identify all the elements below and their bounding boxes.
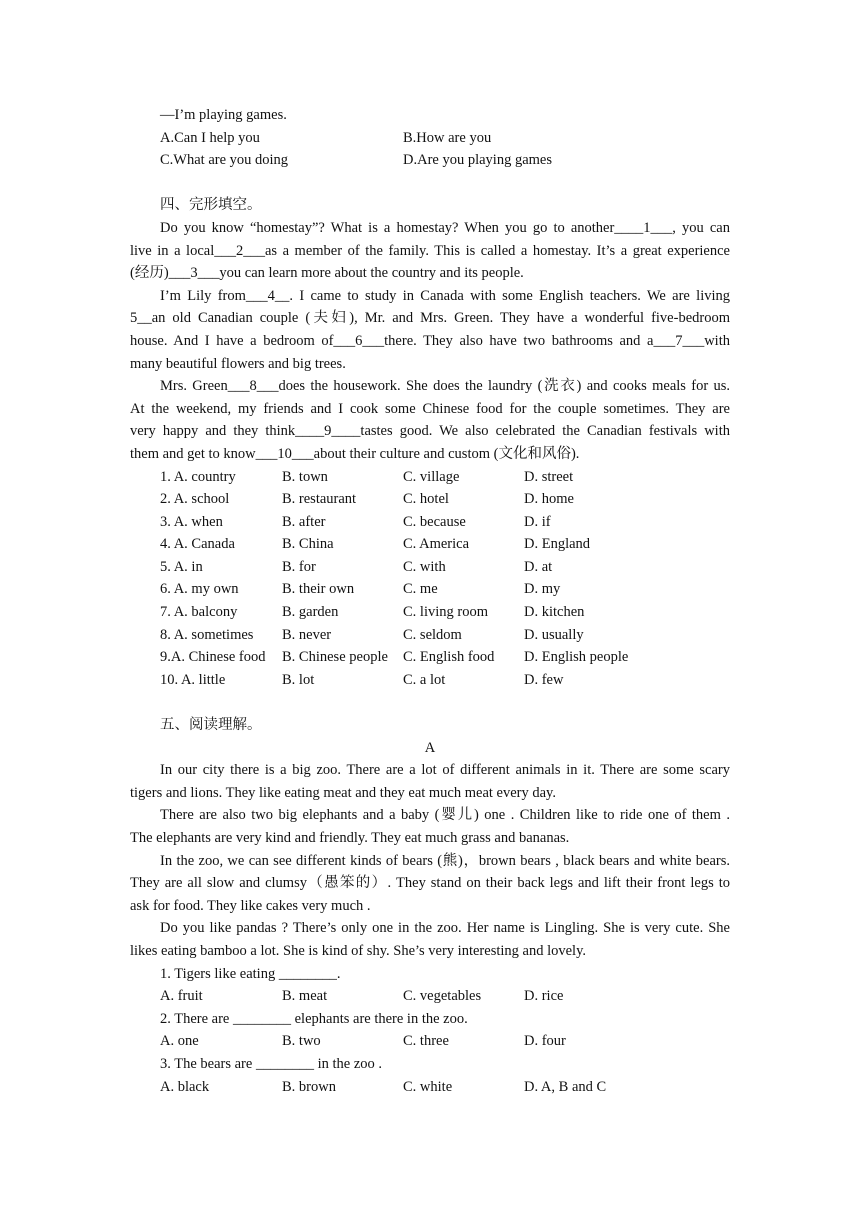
- cloze-question: 6. A. my own B. their own C. me D. my: [160, 581, 561, 598]
- reading-question-options: A. one B. two C. three D. four: [160, 1033, 566, 1050]
- reading-line: tigers and lions. They like eating meat and they eat much meat every day.: [130, 784, 556, 801]
- cloze-line: Mrs. Green___8___does the housework. She does the laundry (洗衣) and cooks meals for us.: [160, 378, 730, 395]
- cloze-line: very happy and they think____9____tastes good. We also celebrated the Canadian festivals with: [130, 423, 730, 440]
- reading-question-options: A. fruit B. meat C. vegetables D. rice: [160, 988, 564, 1005]
- reading-line: In the zoo, we can see different kinds of bears (熊)，brown bears , black bears and white bears.: [160, 852, 730, 869]
- cloze-question: 8. A. sometimes B. never C. seldom D. usually: [160, 626, 584, 643]
- cloze-line: (经历)___3___you can learn more about the country and its people.: [130, 265, 524, 282]
- previous-options-row: [130, 149, 730, 172]
- option-d: D.Are you playing games: [403, 152, 552, 169]
- cloze-question: 5. A. in B. for C. with D. at: [160, 558, 553, 575]
- cloze-question: 10. A. little B. lot C. a lot D. few: [160, 671, 564, 688]
- reading-heading: 五、阅读理解。: [160, 717, 262, 734]
- reading-line: ask for food. They like cakes very much .: [130, 897, 371, 914]
- reading-line: The elephants are very kind and friendly. They eat much grass and bananas.: [130, 830, 570, 846]
- reading-section-label: A: [424, 739, 436, 756]
- option-c: C.What are you doing: [160, 152, 289, 169]
- reading-question-stem: 2. There are ________ elephants are there in the zoo.: [160, 1010, 468, 1027]
- document-page: [130, 104, 730, 1098]
- cloze-line: live in a local___2___as a member of the family. This is called a homestay. It’s a great experience: [130, 242, 730, 259]
- cloze-question: 3. A. when B. after C. because D. if: [160, 513, 551, 530]
- cloze-line: many beautiful flowers and big trees.: [130, 355, 346, 372]
- option-b: B.How are you: [403, 129, 492, 146]
- previous-answer: —I’m playing games.: [160, 107, 287, 123]
- cloze-heading: 四、完形填空。: [160, 197, 262, 214]
- cloze-line: Do you know “homestay”? What is a homestay? When you go to another____1___, you can: [160, 219, 730, 236]
- cloze-question: 7. A. balcony B. garden C. living room D. kitchen: [160, 604, 585, 621]
- cloze-line: house. And I have a bedroom of___6___there. They also have two bathrooms and a___7___with: [130, 332, 730, 349]
- reading-question-stem: 1. Tigers like eating ________.: [160, 965, 341, 982]
- previous-options-row: [130, 127, 730, 150]
- reading-line: In our city there is a big zoo. There are a lot of different animals in it. There are some scary: [160, 762, 730, 779]
- cloze-line: them and get to know___10___about their culture and custom (文化和风俗).: [130, 445, 580, 462]
- reading-line: likes eating bamboo a lot. She is kind of shy. She’s very interesting and lovely.: [130, 942, 587, 959]
- reading-question-stem: 3. The bears are ________ in the zoo .: [160, 1055, 383, 1072]
- cloze-line: At the weekend, my friends and I cook some Chinese food for the couple sometimes. They are: [130, 400, 730, 417]
- reading-line: Do you like pandas ? There’s only one in the zoo. Her name is Lingling. She is very cute. She: [160, 920, 730, 937]
- cloze-line: 5__an old Canadian couple (夫妇), Mr. and Mrs. Green. They have a wonderful five-bedroom: [130, 310, 730, 327]
- cloze-question: 1. A. country B. town C. village D. street: [160, 468, 574, 485]
- cloze-question: 2. A. school B. restaurant C. hotel D. home: [160, 491, 574, 508]
- reading-line: There are also two big elephants and a baby (婴儿) one . Children like to ride one of them .: [160, 807, 730, 824]
- cloze-question: 4. A. Canada B. China C. America D. England: [160, 536, 591, 553]
- reading-question-options: A. black B. brown C. white D. A, B and C: [160, 1078, 607, 1095]
- option-a: A.Can I help you: [160, 129, 260, 146]
- cloze-line: I’m Lily from___4__. I came to study in Canada with some English teachers. We are living: [160, 287, 730, 304]
- cloze-question: 9.A. Chinese food B. Chinese people C. English food D. English people: [160, 649, 629, 666]
- reading-line: They are all slow and clumsy（愚笨的）. They stand on their back legs and lift their front legs to: [130, 875, 730, 892]
